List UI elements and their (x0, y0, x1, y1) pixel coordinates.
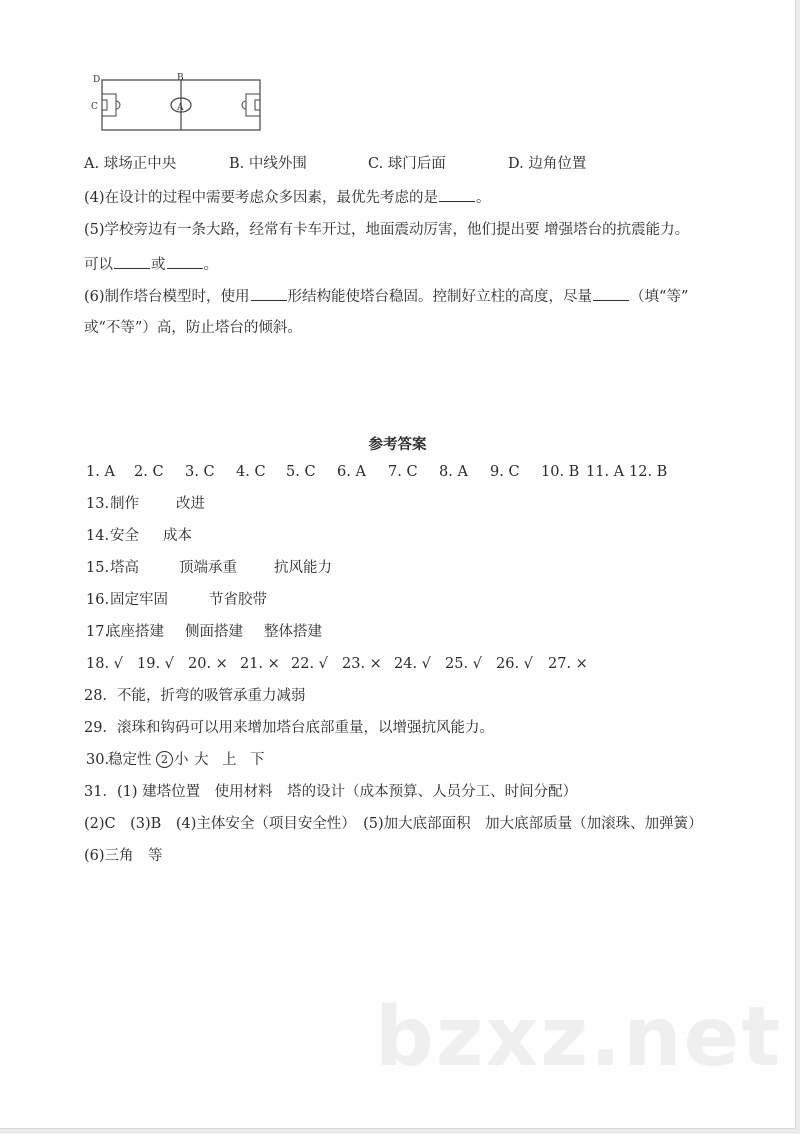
answer-row-17 (86, 622, 726, 642)
soccer-field-diagram (90, 72, 265, 132)
watermark: bzxz.net (375, 990, 783, 1085)
answer-number: 16. (86, 592, 110, 608)
answer-item: 侧面搭建 (185, 624, 243, 640)
answer-7: 7. C (388, 464, 418, 480)
answer-number: 17. (86, 624, 110, 640)
answer-1: 1. A (86, 464, 115, 480)
answer-2: 2. C (134, 464, 164, 480)
answer-item: 上 (222, 752, 237, 768)
option-b: B. 中线外围 (229, 156, 307, 172)
answer-number: 14. (86, 528, 110, 544)
answer-9: 9. C (490, 464, 520, 480)
circled-number-icon: 2 (156, 751, 173, 768)
answer-23: 23. × (342, 656, 382, 672)
answer-blank (251, 286, 287, 301)
answer-item: 安全 (110, 528, 139, 544)
answer-row-15 (86, 558, 726, 578)
svg-text:A: A (177, 103, 184, 113)
answer-8: 8. A (439, 464, 468, 480)
answer-4: 4. C (236, 464, 266, 480)
answer-31-line2: (2)C (3)B (4)主体安全（项目安全性） (5)加大底部面积 加大底部质量（加滚珠、加弹簧） (84, 816, 703, 832)
svg-text:C: C (91, 102, 98, 112)
answer-31-line1: 31．(1) 建塔位置 使用材料 塔的设计（成本预算、人员分工、时间分配） (84, 784, 578, 800)
answer-item: 抗风能力 (274, 560, 332, 576)
answer-blank (167, 254, 203, 269)
answer-19: 19. √ (137, 656, 174, 672)
answer-5: 5. C (286, 464, 316, 480)
answer-6: 6. A (337, 464, 366, 480)
option-a: A. 球场正中央 (84, 156, 177, 172)
answer-row-14 (86, 526, 726, 546)
answer-item: 大 (194, 752, 209, 768)
answer-29: 29．滚珠和钩码可以用来增加塔台底部重量，以增强抗风能力。 (84, 720, 494, 736)
answer-blank (114, 254, 150, 269)
answer-11: 11. A (586, 464, 625, 480)
question-6-line1: (6)制作塔台模型时，使用 形结构能使塔台稳固。控制好立柱的高度，尽量 （填“等” (84, 286, 688, 307)
answer-blank (439, 187, 475, 202)
answer-10: 10. B (541, 464, 580, 480)
question-6-line2: 或“不等”）高，防止塔台的倾斜。 (84, 320, 302, 336)
answer-item: 塔高 (110, 560, 139, 576)
answer-24: 24. √ (394, 656, 431, 672)
svg-text:B: B (177, 73, 184, 83)
answer-3: 3. C (185, 464, 215, 480)
answer-item: 改进 (176, 496, 205, 512)
answer-item: 2 小 (156, 750, 189, 770)
answer-31-line3: (6)三角 等 (84, 848, 163, 864)
answer-number: 15. (86, 560, 110, 576)
answer-25: 25. √ (445, 656, 482, 672)
option-c: C. 球门后面 (368, 156, 446, 172)
answer-number: 30. (86, 752, 110, 768)
question3-options (84, 154, 724, 174)
answer-26: 26. √ (496, 656, 533, 672)
answer-item: 顶端承重 (179, 560, 237, 576)
answer-item: 制作 (110, 496, 139, 512)
answer-30 (86, 750, 726, 770)
answer-item: 节省胶带 (209, 592, 267, 608)
answer-12: 12. B (629, 464, 668, 480)
choice-answers-row (86, 462, 726, 482)
answer-item: 整体搭建 (264, 624, 322, 640)
answer-blank (593, 286, 629, 301)
answer-item: 固定牢固 (110, 592, 168, 608)
answer-item: 底座搭建 (106, 624, 164, 640)
question-5-line2: 可以 或 。 (84, 254, 218, 275)
judgement-answers-row (86, 654, 726, 674)
answer-item: 成本 (163, 528, 192, 544)
answer-27: 27. × (548, 656, 588, 672)
answer-item: 稳定性 (108, 752, 152, 768)
answer-row-16 (86, 590, 726, 610)
answer-22: 22. √ (291, 656, 328, 672)
question-5-line1: (5)学校旁边有一条大路，经常有卡车开过，地面震动厉害，他们提出要 增强塔台的抗震能力。 (84, 222, 690, 238)
answer-21: 21. × (240, 656, 280, 672)
answer-20: 20. × (188, 656, 228, 672)
option-d: D. 边角位置 (508, 156, 587, 172)
answer-row-13 (86, 494, 726, 514)
answer-18: 18. √ (86, 656, 123, 672)
answer-item: 下 (250, 752, 265, 768)
answer-28: 28．不能，折弯的吸管承重力减弱 (84, 688, 306, 704)
question-4: (4)在设计的过程中需要考虑众多因素，最优先考虑的是 。 (84, 187, 491, 208)
answer-key-title: 参考答案 (368, 437, 427, 453)
svg-text:D: D (93, 75, 101, 85)
answer-number: 13. (86, 496, 110, 512)
